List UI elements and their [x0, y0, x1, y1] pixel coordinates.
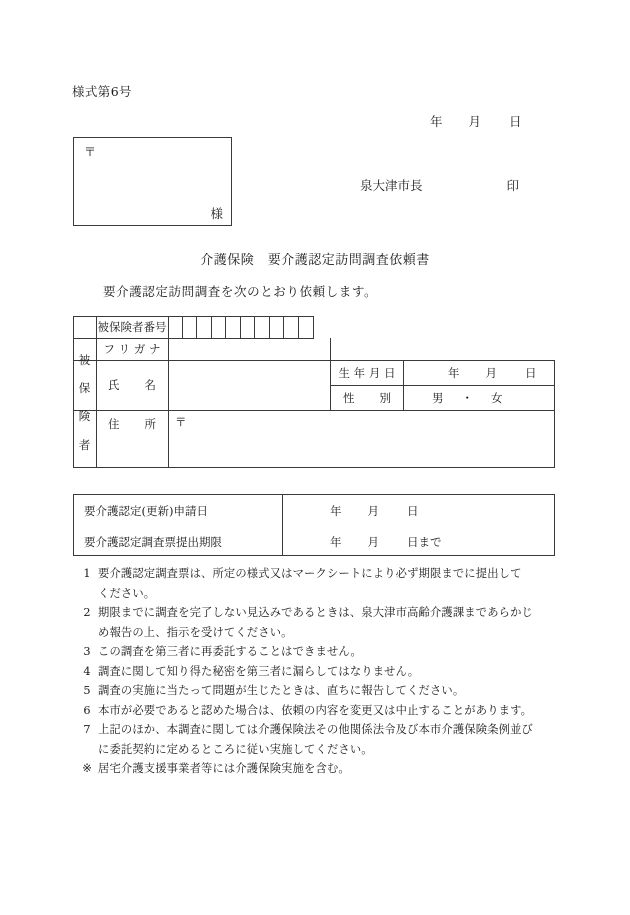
digit-cell[interactable]: [168, 316, 183, 338]
note-line: め報告の上、指示を受けてください。: [98, 625, 293, 639]
application-date-field[interactable]: [282, 503, 419, 519]
address-label: [96, 410, 168, 438]
digit-cell[interactable]: [197, 316, 212, 338]
address-label-right: 所: [144, 417, 156, 431]
digit-cell[interactable]: [270, 316, 285, 338]
gender-label: [331, 385, 403, 410]
issue-date-year: 年: [430, 114, 443, 129]
vertical-label-char: 者: [78, 437, 91, 452]
seal-mark: 印: [506, 178, 520, 193]
issue-date-month: 月: [468, 114, 482, 129]
address-field[interactable]: [169, 410, 554, 467]
table-row: [74, 526, 554, 557]
postal-code-icon: 〒: [175, 415, 187, 429]
note-marker: 1: [83, 567, 91, 580]
furigana-label: フ リ ガ ナ: [103, 342, 161, 356]
insured-person-vertical-label: [73, 338, 96, 468]
intro-sentence: 要介護認定訪問調査を次のとおり依頼します。: [103, 284, 378, 299]
table-rule: [73, 467, 555, 468]
vertical-label-char: 保: [78, 381, 91, 396]
note-line: 上記のほか、本調査に関しては介護保険法その他関係法令及び本市介護保険条例並び: [98, 723, 533, 736]
list-item: [76, 642, 562, 662]
birthdate-year: 年: [448, 365, 460, 380]
submission-deadline-field[interactable]: [282, 534, 442, 550]
note-line: に委託契約に定めるところに従い実施してください。: [98, 742, 373, 756]
submission-deadline-year: 年: [330, 534, 342, 549]
digit-cell[interactable]: [212, 316, 227, 338]
name-label: [96, 360, 168, 410]
note-marker: ※: [82, 762, 92, 775]
note-line: 期限までに調査を完了しない見込みであるときは、泉大津市高齢介護課まであらかじ: [98, 606, 533, 619]
application-date-label: 要介護認定(更新)申請日: [84, 503, 208, 518]
note-line: 居宅介護支援事業者等には介護保険実施を含む。: [98, 762, 350, 775]
list-item: [76, 681, 562, 701]
note-marker: 7: [83, 723, 91, 736]
birthdate-month: 月: [485, 365, 497, 380]
digit-cell[interactable]: [241, 316, 256, 338]
addressee-honorific: 様: [210, 206, 223, 221]
digit-cell[interactable]: [226, 316, 241, 338]
list-item: [76, 564, 562, 603]
notes-list: [76, 564, 562, 779]
name-label-right: 名: [144, 378, 156, 392]
submission-deadline-month: 月: [367, 534, 379, 549]
table-row: [74, 495, 554, 526]
note-line: 調査に関して知り得た秘密を第三者に漏らしてはなりません。: [98, 664, 420, 678]
issuer-line: [360, 176, 519, 194]
submission-deadline-label: 要介護認定調査票提出期限: [84, 534, 222, 549]
list-item: [76, 662, 562, 682]
birthdate-day: 日: [525, 365, 537, 380]
issuer-name: 泉大津市長: [360, 178, 423, 193]
application-date-year: 年: [330, 503, 342, 518]
list-item: [76, 759, 562, 779]
birthdate-field[interactable]: [404, 360, 554, 385]
note-body: [98, 564, 562, 603]
issue-date-day: 日: [509, 114, 522, 129]
page-title: 介護保険 要介護認定訪問調査依頼書: [200, 253, 430, 268]
note-body: [98, 642, 562, 662]
gender-field[interactable]: [404, 385, 554, 410]
digit-cell[interactable]: [255, 316, 270, 338]
birthdate-label: 生 年 月 日: [338, 365, 396, 380]
name-field[interactable]: [169, 360, 330, 410]
note-body: [98, 701, 562, 721]
insured-person-table: [73, 316, 555, 468]
form-number: 様式第6号: [72, 84, 132, 99]
address-label-left: 住: [108, 417, 120, 431]
application-dates-table: [73, 494, 555, 556]
insured-number-cells[interactable]: [168, 316, 313, 338]
note-line: 調査の実施に当たって問題が生じたときは、直ちに報告してください。: [98, 684, 465, 697]
note-body: [98, 681, 562, 701]
note-body: [98, 662, 562, 682]
note-line: この調査を第三者に再委託することはできません。: [98, 645, 362, 658]
table-rule: [313, 316, 314, 338]
postal-code-icon: 〒: [84, 145, 97, 159]
vertical-label-char: 険: [78, 409, 91, 424]
gender-option-female[interactable]: 女: [491, 390, 503, 405]
gender-separator: ・: [461, 390, 473, 405]
digit-cell[interactable]: [299, 316, 314, 338]
insured-number-label: 被保険者番号: [97, 320, 167, 334]
addressee-box[interactable]: [73, 137, 232, 226]
name-label-left: 氏: [108, 378, 120, 392]
note-line: 本市が必要であると認めた場合は、依頼の内容を変更又は中止することがあります。: [98, 703, 533, 717]
note-marker: 2: [83, 606, 91, 619]
table-rule: [554, 360, 555, 468]
note-body: [98, 603, 562, 642]
gender-label-left: 性: [343, 390, 355, 405]
application-date-month: 月: [367, 503, 379, 518]
note-body: [98, 720, 562, 759]
note-marker: 4: [83, 664, 91, 678]
note-line: 要介護認定調査票は、所定の様式又はマークシートにより必ず期限までに提出して: [98, 567, 522, 580]
gender-option-male[interactable]: 男: [432, 390, 444, 405]
list-item: [76, 720, 562, 759]
vertical-label-char: 被: [78, 352, 91, 367]
digit-cell[interactable]: [284, 316, 299, 338]
note-body: [98, 759, 562, 779]
list-item: [76, 603, 562, 642]
issue-date-line: [430, 112, 522, 130]
note-marker: 6: [83, 703, 91, 717]
list-item: [76, 701, 562, 721]
note-line: ください。: [98, 586, 156, 600]
submission-deadline-day: 日まで: [407, 534, 442, 549]
note-marker: 5: [83, 684, 91, 697]
digit-cell[interactable]: [183, 316, 198, 338]
furigana-field[interactable]: [169, 338, 330, 360]
note-marker: 3: [83, 645, 91, 658]
gender-label-right: 別: [379, 390, 391, 405]
application-date-day: 日: [407, 503, 419, 518]
